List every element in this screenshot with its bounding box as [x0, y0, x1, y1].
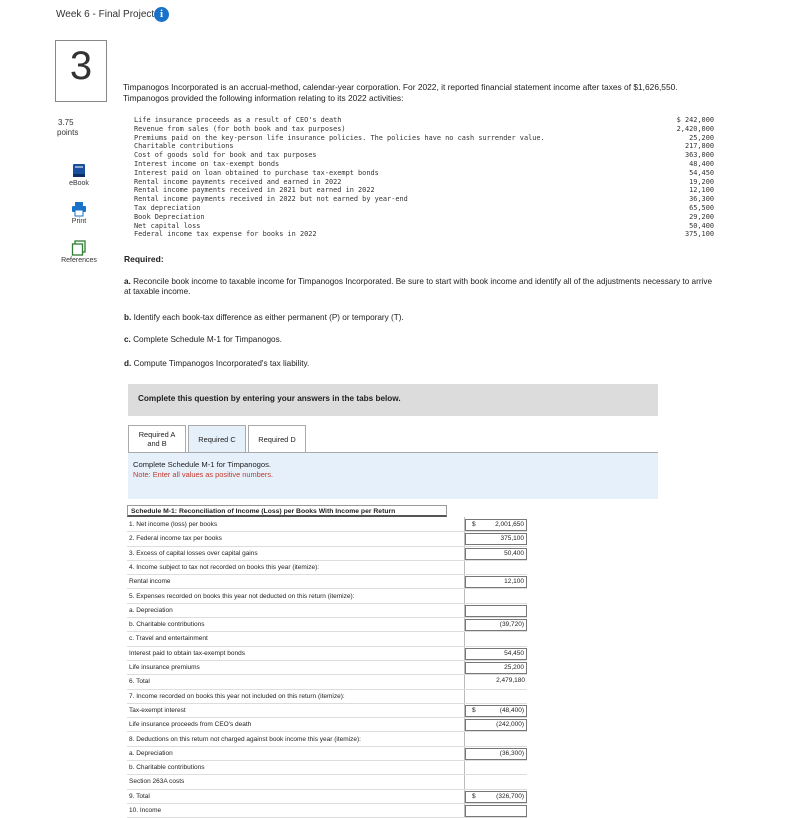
schedule-row-label: 2. Federal income tax per books [129, 535, 222, 543]
info-row-label: Interest income on tax-exempt bonds [134, 160, 280, 168]
schedule-row-label: a. Depreciation [129, 749, 173, 757]
schedule-row-label: Life insurance premiums [129, 664, 200, 671]
info-row-value: 375,100 [684, 230, 714, 239]
schedule-row [127, 718, 527, 732]
schedule-row-label: Rental income [129, 578, 171, 586]
info-row-label: Premiums paid on the key-person life insurance policies. The policies have no cash surrender value. [134, 133, 545, 142]
schedule-value-input[interactable] [465, 805, 527, 817]
info-row [134, 116, 714, 125]
schedule-row-label: 9. Total [129, 792, 150, 800]
schedule-row-label: 6. Total [129, 678, 150, 686]
info-row-label: Rental income payments received in 2022 but not earned by year-end [134, 195, 408, 204]
info-row-value: 65,500 [689, 204, 714, 212]
info-row [134, 178, 714, 187]
schedule-row [127, 561, 527, 575]
info-row-label: Book Depreciation [134, 212, 205, 221]
schedule-row-label: 3. Excess of capital losses over capital gains [129, 549, 258, 557]
task-d: d. Compute Timpanogos Incorporated's tax liability. [124, 359, 310, 368]
info-row-value: 217,800 [684, 142, 714, 151]
required-heading: Required: [124, 254, 164, 264]
schedule-row [127, 675, 527, 689]
info-row [134, 134, 714, 143]
schedule-row-label: b. Charitable contributions [129, 621, 205, 629]
info-row-value: 2,420,000 [676, 124, 714, 133]
info-row-value: 363,000 [684, 151, 714, 160]
schedule-row [127, 761, 527, 775]
schedule-row [127, 733, 527, 747]
ebook-icon[interactable] [71, 163, 87, 179]
info-row-value: 50,400 [689, 221, 714, 230]
schedule-row-label: 10. Income [129, 807, 162, 814]
task-b: b. Identify each book-tax difference as either permanent (P) or temporary (T). [124, 313, 404, 322]
schedule-row-label: Interest paid to obtain tax-exempt bonds [129, 649, 245, 657]
schedule-row [127, 790, 527, 804]
tab-required-d[interactable]: Required D [248, 425, 306, 453]
schedule-row-label: 4. Income subject to tax not recorded on books this year (itemize): [129, 563, 320, 571]
schedule-row-label: Tax-exempt interest [129, 706, 186, 714]
schedule-row [127, 532, 527, 546]
references-icon[interactable] [71, 240, 87, 256]
schedule-row-label: Section 263A costs [129, 778, 185, 786]
schedule-row-label: 5. Expenses recorded on books this year not deducted on this return (itemize): [129, 592, 355, 600]
sidebar-item-print[interactable]: Print [71, 218, 87, 225]
question-intro: Timpanogos Incorporated is an accrual-method, calendar-year corporation. For 2022, it reported financial statement income after taxes of $1,626,550. Timpanogos provided the following information relating to its 2022 activities: [123, 82, 678, 103]
panel-title: Complete Schedule M-1 for Timpanogos. [133, 460, 272, 469]
info-row [134, 160, 714, 169]
info-row-label: Rental income payments received and earned in 2022 [134, 177, 342, 186]
info-row-label: Charitable contributions [134, 142, 234, 151]
schedule-row-label: 8. Deductions on this return not charged against book income this year (itemize): [129, 735, 361, 743]
task-a: a. Reconcile book income to taxable income for Timpanogos Incorporated. Be sure to start with book income and identify all of the adjustments necessary to arrive at taxable income. [124, 277, 713, 296]
schedule-row [127, 604, 527, 618]
schedule-row-label: 7. Income recorded on books this year not included on this return (itemize): [129, 692, 345, 700]
schedule-value-input[interactable]: 25,200 [465, 662, 527, 674]
sidebar-item-ebook[interactable]: eBook [69, 180, 89, 187]
schedule-row [127, 704, 527, 718]
points-value: 3.75 [58, 118, 74, 127]
schedule-row [127, 518, 527, 532]
schedule-value-input[interactable]: (48,400) [465, 705, 527, 717]
schedule-row [127, 547, 527, 561]
schedule-row [127, 747, 527, 761]
info-row-label: Tax depreciation [134, 204, 201, 212]
info-row-label: Interest paid on loan obtained to purchase tax-exempt bonds [134, 168, 379, 177]
info-row [134, 213, 714, 222]
currency-symbol: $ [472, 792, 476, 800]
info-row-value: 29,200 [689, 212, 714, 221]
info-row-label: Life insurance proceeds as a result of CEO's death [134, 116, 342, 124]
task-c: c. Complete Schedule M-1 for Timpanogos. [124, 335, 282, 344]
info-row [134, 151, 714, 160]
schedule-row-label: 1. Net income (loss) per books [129, 521, 218, 528]
schedule-value-input[interactable]: 2,001,650 [465, 519, 527, 531]
tab-required-c[interactable]: Required C [188, 425, 246, 453]
question-number: 3 [69, 44, 93, 88]
schedule-value-input[interactable]: 375,100 [465, 533, 527, 545]
currency-symbol: $ [472, 706, 476, 714]
schedule-row [127, 661, 527, 675]
info-row-value: 25,200 [689, 133, 714, 142]
info-row-value: $ 242,000 [676, 116, 714, 124]
assignment-title: Week 6 - Final Project [56, 9, 155, 20]
info-row-value: 36,300 [689, 195, 714, 204]
schedule-value-input[interactable]: (242,000) [465, 719, 527, 731]
info-row-label: Revenue from sales (for both book and tax purposes) [134, 124, 346, 133]
panel-note: Note: Enter all values as positive numbers. [133, 470, 274, 479]
top-bar [0, 0, 792, 30]
info-row [134, 169, 714, 178]
currency-symbol: $ [472, 521, 476, 528]
schedule-value-input[interactable]: 54,450 [465, 648, 527, 660]
info-row-label: Federal income tax expense for books in 2022 [134, 230, 317, 239]
schedule-value-input[interactable] [465, 605, 527, 617]
schedule-row [127, 618, 527, 632]
info-row [134, 230, 714, 239]
schedule-row-label: Life insurance proceeds from CEO's death [129, 721, 252, 729]
info-row-value: 19,200 [689, 177, 714, 186]
sidebar-item-references[interactable]: References [61, 257, 97, 264]
schedule-row-label: c. Travel and entertainment [129, 635, 208, 643]
info-row-value: 48,400 [689, 160, 714, 168]
info-row-label: Cost of goods sold for book and tax purposes [134, 151, 317, 160]
schedule-heading: Schedule M-1: Reconciliation of Income (Loss) per Books With Income per Return [127, 505, 447, 517]
info-row [134, 142, 714, 151]
schedule-row [127, 804, 527, 818]
info-row [134, 125, 714, 134]
info-row [134, 222, 714, 231]
tab-required-a-and-b[interactable]: Required A and B [128, 425, 186, 453]
schedule-row [127, 647, 527, 661]
info-row [134, 186, 714, 195]
instructions-text: Complete this question by entering your answers in the tabs below. [138, 394, 401, 403]
schedule-value-input[interactable]: (39,720) [465, 619, 527, 631]
schedule-value-input[interactable]: 12,100 [465, 576, 527, 588]
schedule-row-label: b. Charitable contributions [129, 764, 205, 772]
schedule-row-label: a. Depreciation [129, 606, 173, 614]
info-icon[interactable]: i [154, 7, 169, 22]
schedule-row [127, 575, 527, 589]
schedule-row [127, 632, 527, 646]
info-row-label: Rental income payments received in 2021 but earned in 2022 [134, 186, 375, 195]
schedule-row [127, 690, 527, 704]
info-row-label: Net capital loss [134, 221, 201, 230]
schedule-value-input[interactable]: 50,400 [465, 548, 527, 560]
info-row [134, 204, 714, 213]
info-row-value: 12,100 [689, 186, 714, 195]
print-icon[interactable] [71, 201, 87, 217]
schedule-row [127, 775, 527, 789]
schedule-value-input[interactable]: (36,300) [465, 748, 527, 760]
info-row-value: 54,450 [689, 168, 714, 177]
schedule-row [127, 590, 527, 604]
info-row [134, 195, 714, 204]
points-label: points [57, 128, 79, 137]
schedule-value-input[interactable]: (326,700) [465, 791, 527, 803]
schedule-value: 2,479,180 [496, 677, 525, 685]
